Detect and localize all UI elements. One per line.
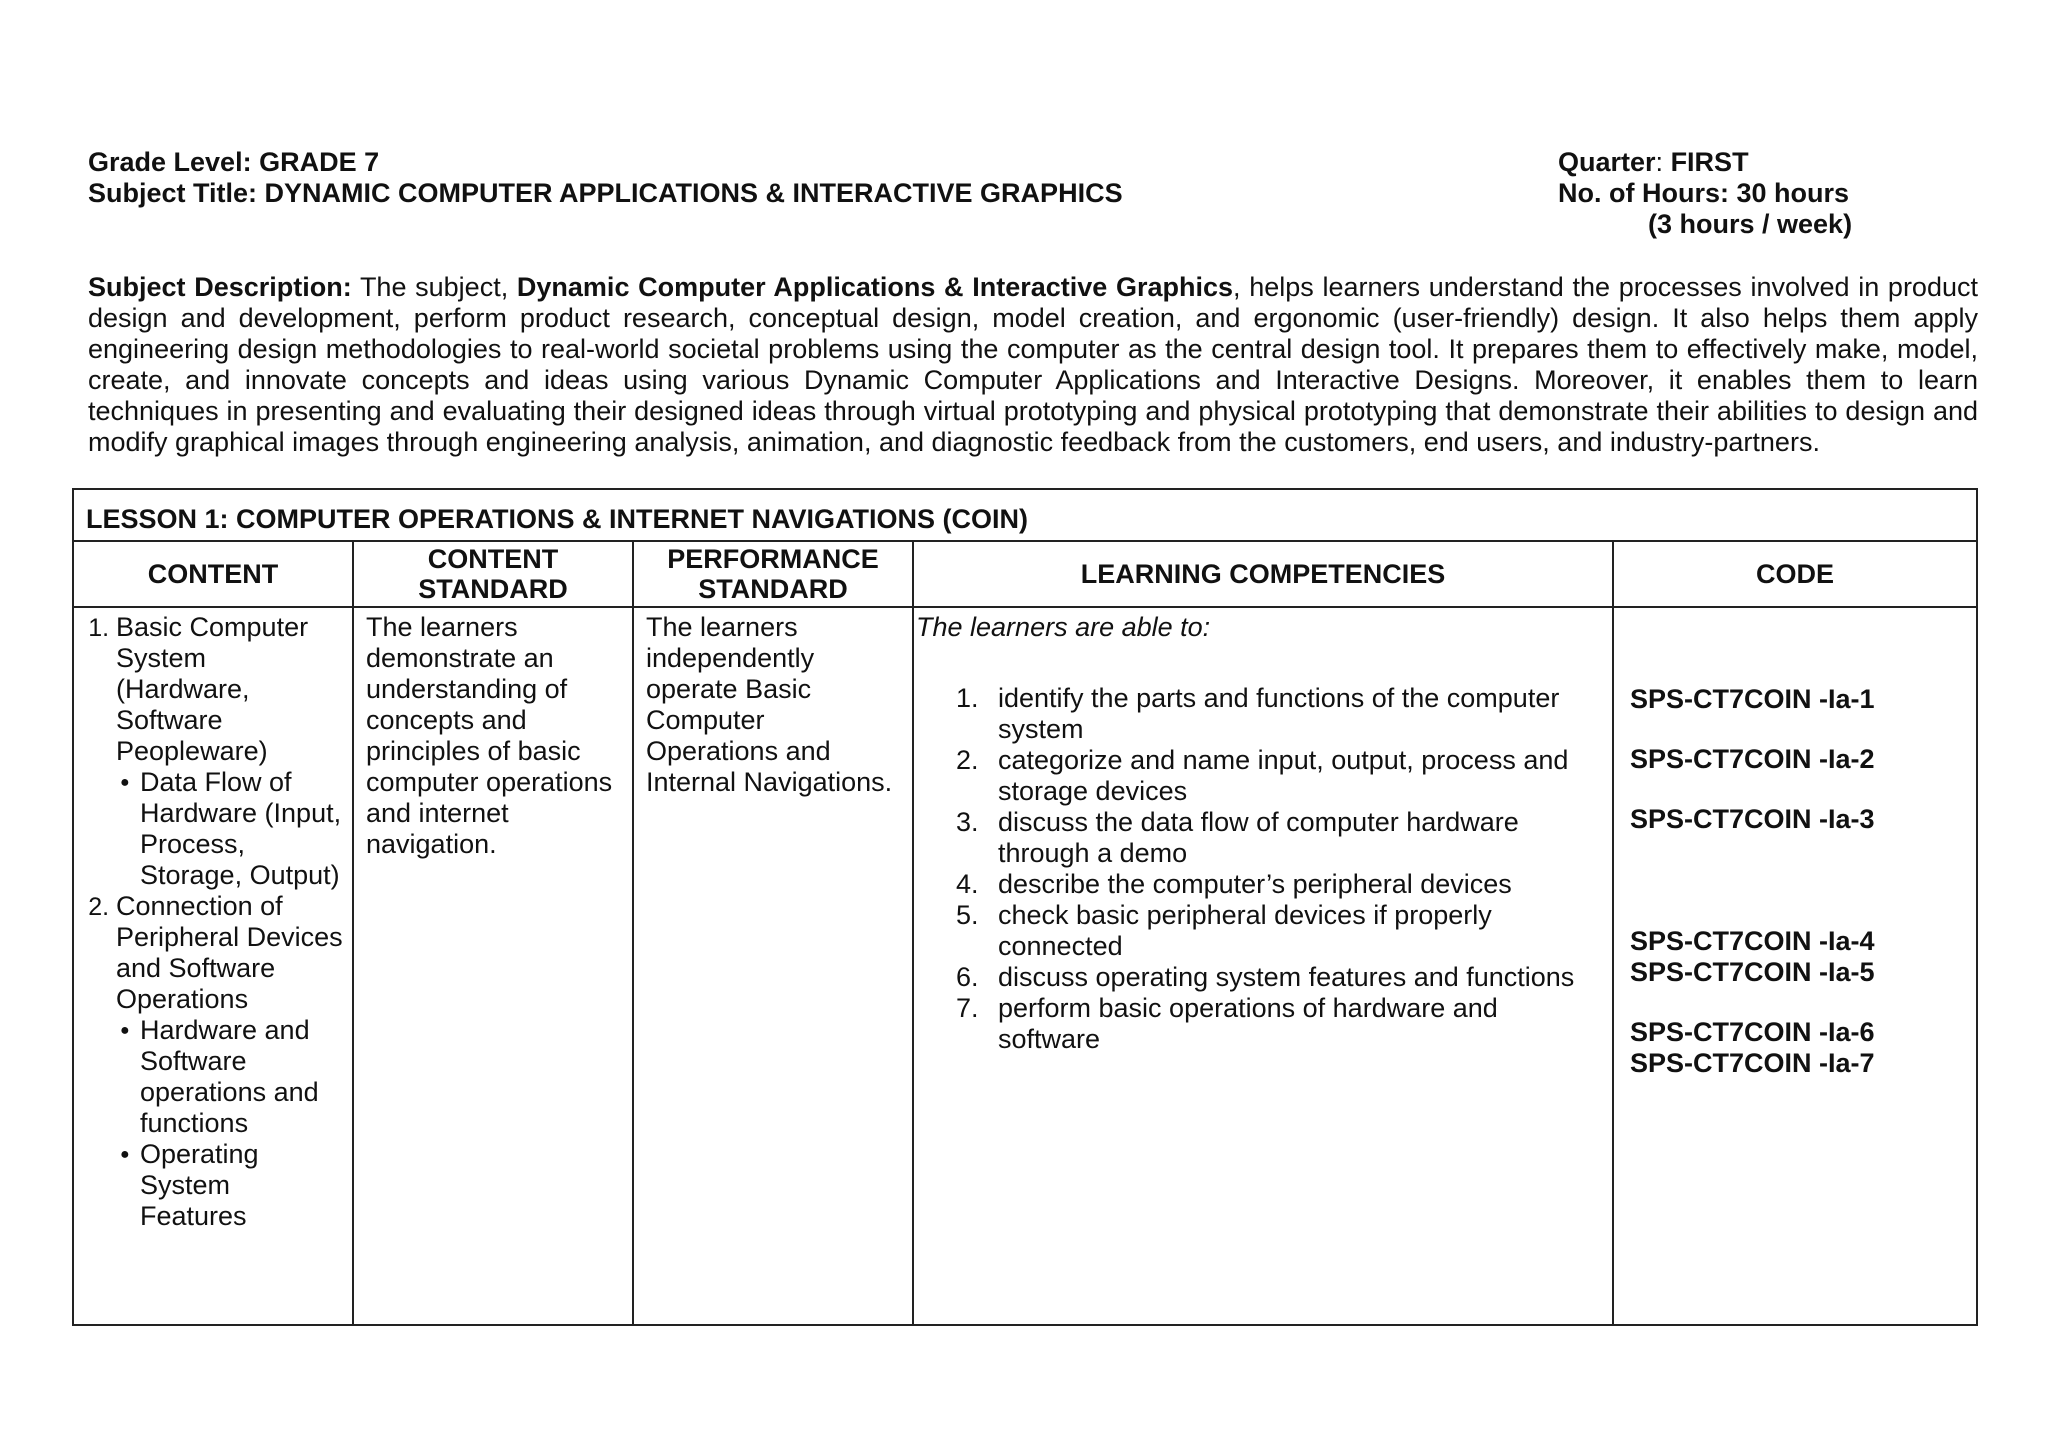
code-label: SPS-CT7COIN -Ia-1 xyxy=(1630,684,1875,714)
code-label: SPS-CT7COIN -Ia-2 xyxy=(1630,744,1875,774)
competency-item: 7. perform basic operations of hardware and software xyxy=(986,993,1604,1055)
quarter-label: Quarter xyxy=(1558,147,1656,177)
competency-list xyxy=(916,869,1604,1055)
header-content-standard: CONTENT STANDARD xyxy=(353,541,633,607)
grade-level-label: Grade Level: xyxy=(88,147,252,177)
grade-level-line xyxy=(88,147,1123,178)
code-label: SPS-CT7COIN -Ia-4 xyxy=(1630,926,1875,956)
content-subitem: ● Data Flow of Hardware (Input, Process, Storage, Output) xyxy=(140,767,344,891)
lesson-title-row xyxy=(73,489,1977,541)
hours-label: No. of Hours: xyxy=(1558,178,1729,208)
content-cell xyxy=(73,607,353,1325)
quarter-value: FIRST xyxy=(1670,147,1749,177)
content-sublist xyxy=(116,767,344,891)
header-performance-standard: PERFORMANCE STANDARD xyxy=(633,541,913,607)
performance-standard-text: The learners independently operate Basic Computer Operations and Internal Navigations. xyxy=(646,612,893,797)
lesson-title: LESSON 1: COMPUTER OPERATIONS & INTERNET NAVIGATIONS (COIN) xyxy=(73,489,1977,541)
header-content: CONTENT xyxy=(73,541,353,607)
code-label: SPS-CT7COIN -Ia-7 xyxy=(1630,1048,1875,1078)
lesson-body-row xyxy=(73,607,1977,1325)
content-standard-cell xyxy=(353,607,633,1325)
subject-title-line xyxy=(88,178,1123,209)
quarter-line: Quarter: FIRST xyxy=(1558,147,1749,177)
hours-value: 30 hours xyxy=(1736,178,1850,208)
competency-item: 1. identify the parts and functions of the computer system xyxy=(986,683,1604,745)
code-label: SPS-CT7COIN -Ia-3 xyxy=(1630,804,1875,834)
content-list xyxy=(86,612,344,1232)
hours-per-week: (3 hours / week) xyxy=(1648,209,1853,239)
content-subitem: ● Operating System Features xyxy=(140,1139,344,1232)
description-label: Subject Description: xyxy=(88,272,352,302)
column-header-row xyxy=(73,541,1977,607)
content-subitem: ● Hardware and Software operations and functions xyxy=(140,1015,344,1139)
code-cell xyxy=(1613,607,1977,1325)
subject-description xyxy=(88,272,1978,458)
header-right xyxy=(1558,147,1852,240)
code-label: SPS-CT7COIN -Ia-5 xyxy=(1630,957,1875,987)
content-standard-text: The learners demonstrate an understanding of concepts and principles of basic computer operations and internet navigation. xyxy=(366,612,613,859)
content-sublist xyxy=(116,1015,344,1232)
subject-title-value: DYNAMIC COMPUTER APPLICATIONS & INTERACTIVE GRAPHICS xyxy=(264,178,1123,208)
subject-title-label: Subject Title: xyxy=(88,178,258,208)
content-item: 1. Basic Computer System (Hardware, Software Peopleware) ● Data Flow of Hardware (Input, Process, Storage, Output) xyxy=(116,612,344,891)
performance-standard-cell xyxy=(633,607,913,1325)
hours-per-week-line xyxy=(1558,209,1852,240)
content-item: 2. Connection of Peripheral Devices and Software Operations ● Hardware and Software operations and functions ● Operating System Features xyxy=(116,891,344,1232)
competency-item: 3. discuss the data flow of computer hardware through a demo xyxy=(986,807,1604,869)
competencies-intro: The learners are able to: xyxy=(916,612,1211,642)
competency-list xyxy=(916,683,1604,869)
competency-item: 5. check basic peripheral devices if properly connected xyxy=(986,900,1604,962)
hours-line xyxy=(1558,178,1852,209)
header-learning-competencies: LEARNING COMPETENCIES xyxy=(913,541,1613,607)
description-subject-name: Dynamic Computer Applications & Interactive Graphics xyxy=(516,272,1234,302)
header-code: CODE xyxy=(1613,541,1977,607)
code-label: SPS-CT7COIN -Ia-6 xyxy=(1630,1017,1875,1047)
description-body: , helps learners understand the processes involved in product design and development, perform product research, conceptual design, model creation, and ergonomic (user-friendly) design. It also helps them apply engineering design methodologies to real-world societal problems using the computer as the central design tool. It prepares them to effectively make, model, create, and innovate concepts and ideas using various Dynamic Computer Applications and Interactive Designs. Moreover, it enables them to learn techniques in presenting and evaluating their designed ideas through virtual prototyping and physical prototyping that demonstrate their abilities to design and modify graphical images through engineering analysis, animation, and diagnostic feedback from the customers, end users, and industry-partners. xyxy=(88,272,1978,457)
header-left xyxy=(88,147,1123,209)
grade-level-value: GRADE 7 xyxy=(259,147,380,177)
competency-item: 2. categorize and name input, output, process and storage devices xyxy=(986,745,1604,807)
lesson-table xyxy=(72,488,1978,1326)
competencies-cell xyxy=(913,607,1613,1325)
competency-item: 6. discuss operating system features and functions xyxy=(986,962,1604,993)
description-pre: The subject, xyxy=(359,272,509,302)
competency-item: 4. describe the computer’s peripheral devices xyxy=(986,869,1604,900)
